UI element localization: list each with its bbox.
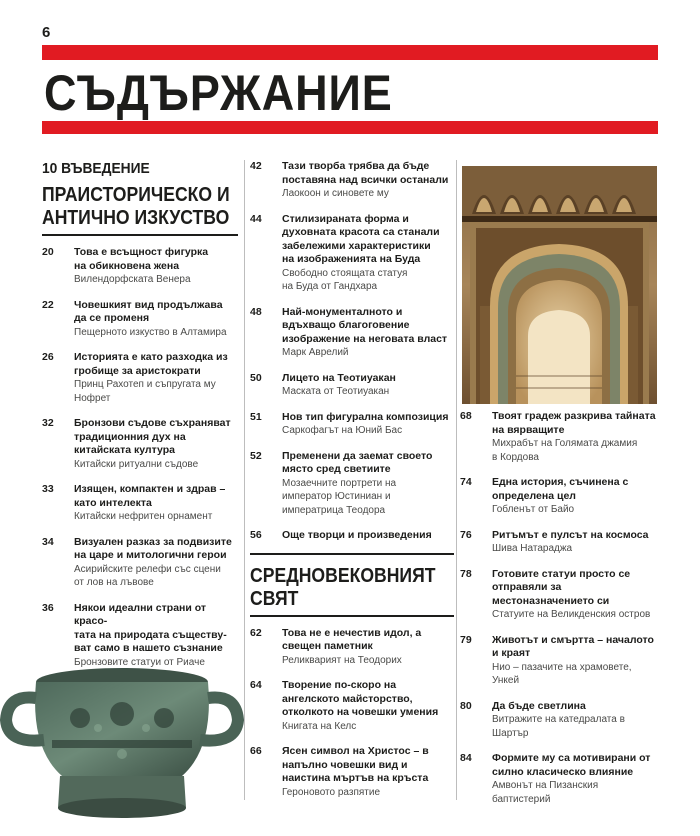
- toc-entry[interactable]: [250, 745, 454, 799]
- toc-entry[interactable]: [460, 568, 658, 622]
- entry-headline: Това е всъщност фигурка на обикновена жена: [74, 246, 209, 272]
- section-rule: [42, 234, 238, 236]
- entry-headline: Готовите статуи просто се отправяли за местоназначението си: [492, 567, 631, 607]
- entry-page-number: 52: [250, 449, 262, 462]
- section-title-line: АНТИЧНО ИЗКУСТВО: [42, 207, 230, 229]
- section-title-line: СРЕДНОВЕКОВНИЯТ: [250, 564, 436, 587]
- page-number: 6: [42, 24, 51, 41]
- entry-headline: Изящен, компактен и здрав – като интелекта: [74, 483, 226, 509]
- toc-entry[interactable]: [42, 246, 238, 287]
- entry-subtitle: Книгата на Келс: [282, 720, 357, 732]
- entry-text: [282, 529, 454, 543]
- entry-headline: Най-монументалното и вдъхващо благоговение изображение на неговата власт: [282, 305, 448, 345]
- entry-text: [492, 529, 658, 556]
- entry-page-number: 84: [460, 752, 472, 764]
- title-bar-bottom: [42, 121, 658, 134]
- section-title: [250, 564, 436, 611]
- entry-text: [492, 476, 658, 517]
- entry-subtitle: Витражите на катедралата в Шартър: [492, 714, 625, 739]
- entry-subtitle: Статуите на Великденския остров: [492, 609, 651, 620]
- section-title-line: СВЯТ: [250, 587, 299, 610]
- entry-page-number: 44: [250, 212, 262, 225]
- entry-list: [42, 246, 238, 669]
- entry-page-number: 26: [42, 351, 54, 363]
- entry-page-number: 56: [250, 529, 262, 541]
- entry-headline: Ритъмът е пулсът на космоса: [492, 528, 649, 541]
- bronze-vessel-image: [0, 658, 244, 830]
- entry-headline: Ясен символ на Христос – в напълно човешки вид и наистина мъртъв на кръста: [282, 745, 429, 784]
- entry-page-number: 22: [42, 298, 54, 311]
- entry-page-number: 80: [460, 699, 472, 712]
- page-title: СЪДЪРЖАНИЕ: [44, 65, 393, 121]
- entry-text: [282, 411, 454, 438]
- entry-headline: Пременени да заемат своето място сред светиите: [282, 449, 433, 475]
- entry-text: [282, 306, 454, 360]
- entry-page-number: 79: [460, 633, 472, 646]
- entry-text: [74, 351, 238, 405]
- toc-entry[interactable]: [250, 372, 454, 399]
- entry-page-number: 33: [42, 483, 54, 495]
- entry-subtitle: Китайски ритуални съдове: [74, 458, 199, 470]
- entry-headline: Твоят градеж разкрива тайната на вярващите: [492, 410, 656, 436]
- toc-entry[interactable]: [250, 679, 454, 733]
- toc-column-1: [42, 160, 238, 681]
- toc-entry[interactable]: [42, 351, 238, 405]
- entry-text: [492, 700, 658, 741]
- entry-text: [282, 213, 454, 294]
- toc-entry[interactable]: [460, 700, 658, 741]
- entry-subtitle: Пещерното изкуство в Алтамира: [74, 326, 227, 338]
- entry-subtitle: Марк Аврелий: [282, 347, 349, 358]
- entry-page-number: 42: [250, 160, 262, 172]
- entry-page-number: 48: [250, 305, 262, 318]
- entry-subtitle: Реликварият на Теодорих: [282, 654, 402, 666]
- entry-page-number: 78: [460, 567, 472, 580]
- section-rule: [250, 553, 454, 555]
- entry-page-number: 51: [250, 410, 262, 423]
- entry-subtitle: Китайски нефритен орнамент: [74, 511, 213, 522]
- entry-text: [282, 745, 454, 799]
- entry-headline: Една история, съчинена с определена цел: [492, 476, 629, 502]
- toc-entry[interactable]: [460, 752, 658, 806]
- toc-entry[interactable]: [250, 411, 454, 438]
- mihrab-image: [462, 166, 657, 404]
- entry-text: [492, 568, 658, 622]
- toc-entry[interactable]: [250, 213, 454, 294]
- entry-page-number: 36: [42, 601, 54, 614]
- toc-entry[interactable]: [250, 160, 454, 201]
- entry-list: [460, 410, 658, 806]
- entry-subtitle: Михрабът на Голямата джамия в Кордова: [492, 438, 638, 463]
- entry-page-number: 68: [460, 410, 472, 422]
- toc-entry[interactable]: [250, 306, 454, 360]
- entry-text: [74, 246, 238, 287]
- toc-column-2: [250, 160, 454, 811]
- entry-text: [492, 410, 658, 464]
- entry-subtitle: Амвонът на Пизанския баптистерий: [492, 780, 599, 805]
- entry-text: [74, 536, 238, 590]
- entry-subtitle: Бронзовите статуи от Риаче: [74, 656, 205, 668]
- entry-subtitle: Принц Рахотеп и съпругата му Нофрет: [74, 379, 216, 404]
- entry-subtitle: Гобленът от Байо: [492, 504, 575, 515]
- entry-page-number: 32: [42, 417, 54, 429]
- entry-subtitle: Нио – пазачите на храмовете, Ункей: [492, 661, 632, 686]
- toc-entry[interactable]: [42, 483, 238, 524]
- intro-entry[interactable]: 10 ВЪВЕДЕНИЕ: [42, 160, 150, 177]
- entry-headline: Творение по-скоро на ангелското майсторство, отколкото на човешки умения: [282, 679, 439, 718]
- entry-subtitle: Свободно стоящата статуя на Буда от Гандхара: [282, 267, 408, 292]
- column-divider: [456, 160, 457, 800]
- entry-headline: Някои идеални страни от красо- тата на природата съществу- ват само в нашето съзнание: [74, 601, 227, 654]
- entry-subtitle: Асирийските релефи със сцени от лов на лъвове: [74, 563, 221, 588]
- entry-subtitle: Вилендорфската Венера: [74, 274, 191, 285]
- entry-page-number: 34: [42, 535, 54, 548]
- bronze-vessel-photo: [0, 658, 244, 830]
- entry-headline: Стилизираната форма и духовната красота са станали забележими характеристики на изображенията на Буда: [282, 212, 440, 265]
- entry-list: [250, 627, 454, 800]
- entry-headline: Да бъде светлина: [492, 699, 586, 712]
- entry-subtitle: Лаокоон и синовете му: [282, 188, 389, 199]
- entry-page-number: 50: [250, 371, 262, 384]
- entry-page-number: 62: [250, 626, 262, 639]
- entry-text: [282, 160, 454, 201]
- entry-subtitle: Мозаечните портрети на император Юстиниан и императрица Теодора: [282, 477, 397, 516]
- entry-text: [282, 679, 454, 733]
- entry-subtitle: Маската от Теотиуакан: [282, 386, 390, 397]
- toc-entry[interactable]: [250, 450, 454, 518]
- entry-headline: Това не е нечестив идол, а свещен паметник: [282, 626, 422, 652]
- entry-list: [250, 160, 454, 543]
- toc-entry[interactable]: [250, 627, 454, 668]
- toc-entry[interactable]: [460, 476, 658, 517]
- toc-entry[interactable]: [42, 536, 238, 590]
- column-divider: [244, 160, 245, 800]
- entry-subtitle: Шива Натараджа: [492, 543, 573, 554]
- entry-subtitle: Героновото разпятие: [282, 786, 381, 798]
- entry-headline: Визуален разказ за подвизите на царе и митологични герои: [74, 535, 232, 561]
- mihrab-photo: [462, 166, 657, 404]
- entry-headline: Тази творба трябва да бъде поставяна над всички останали: [282, 160, 449, 186]
- entry-page-number: 64: [250, 679, 262, 691]
- entry-text: [492, 634, 658, 688]
- entry-text: [74, 417, 238, 471]
- entry-headline: Животът и смъртта – началото и краят: [492, 633, 654, 659]
- entry-page-number: 20: [42, 246, 54, 258]
- entry-page-number: 76: [460, 528, 472, 541]
- entry-text: [74, 299, 238, 340]
- entry-headline: Историята е като разходка из гробище за аристократи: [74, 351, 228, 377]
- entry-page-number: 66: [250, 745, 262, 757]
- entry-page-number: 74: [460, 476, 472, 488]
- entry-text: [282, 450, 454, 518]
- entry-text: [492, 752, 658, 806]
- entry-headline: Формите му са мотивирани от силно класическо влияние: [492, 752, 651, 778]
- toc-entry[interactable]: [42, 417, 238, 471]
- toc-entry[interactable]: [250, 529, 454, 543]
- entry-headline: Още творци и произведения: [282, 529, 432, 541]
- entry-text: [282, 627, 454, 668]
- toc-entry[interactable]: [460, 529, 658, 556]
- entry-text: [282, 372, 454, 399]
- toc-column-3: [460, 410, 658, 818]
- section-title-line: ПРАИСТОРИЧЕСКО И: [42, 184, 230, 206]
- entry-headline: Бронзови съдове съхраняват традиционния дух на китайската култура: [74, 417, 231, 456]
- section-title: [42, 182, 230, 230]
- toc-entry[interactable]: [460, 410, 658, 464]
- entry-headline: Нов тип фигурална композиция: [282, 410, 449, 423]
- toc-entry[interactable]: [460, 634, 658, 688]
- section-rule: [250, 615, 454, 617]
- entry-headline: Човешкият вид продължава да се променя: [74, 298, 223, 324]
- entry-subtitle: Саркофагът на Юний Бас: [282, 425, 403, 436]
- entry-text: [74, 483, 238, 524]
- title-bar-top: [42, 45, 658, 60]
- toc-entry[interactable]: [42, 299, 238, 340]
- entry-headline: Лицето на Теотиуакан: [282, 371, 396, 384]
